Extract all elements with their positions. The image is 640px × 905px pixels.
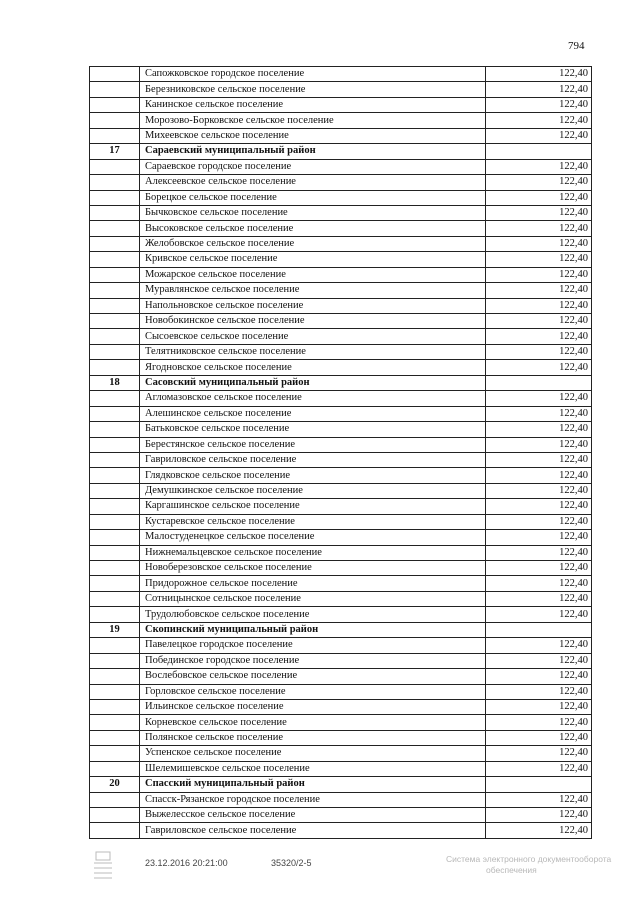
- table-row: [90, 437, 592, 452]
- row-value: 122,40: [486, 715, 592, 730]
- table-row: [90, 607, 592, 622]
- row-number: [90, 669, 140, 684]
- settlement-name: Сапожковское городское поселение: [140, 67, 486, 82]
- settlement-name: Успенское сельское поселение: [140, 746, 486, 761]
- row-number: [90, 298, 140, 313]
- table-row: [90, 67, 592, 82]
- row-number: [90, 545, 140, 560]
- settlement-name: Ильинское сельское поселение: [140, 699, 486, 714]
- settlement-name: Шелемишевское сельское поселение: [140, 761, 486, 776]
- table-row: [90, 530, 592, 545]
- row-number: [90, 360, 140, 375]
- settlement-name: Каргашинское сельское поселение: [140, 499, 486, 514]
- district-row: [90, 777, 592, 792]
- row-number: [90, 468, 140, 483]
- row-number: 17: [90, 144, 140, 159]
- table-row: [90, 128, 592, 143]
- row-value: [486, 375, 592, 390]
- row-value: 122,40: [486, 236, 592, 251]
- settlement-name: Алексеевское сельское поселение: [140, 175, 486, 190]
- settlement-name: Горловское сельское поселение: [140, 684, 486, 699]
- settlement-name: Агломазовское сельское поселение: [140, 391, 486, 406]
- page-number: 794: [568, 40, 585, 52]
- row-value: 122,40: [486, 360, 592, 375]
- row-number: 19: [90, 622, 140, 637]
- row-value: 122,40: [486, 159, 592, 174]
- settlement-name: Сотницынское сельское поселение: [140, 591, 486, 606]
- settlement-name: Кривское сельское поселение: [140, 252, 486, 267]
- row-number: [90, 607, 140, 622]
- row-value: 122,40: [486, 530, 592, 545]
- table-row: [90, 808, 592, 823]
- row-number: [90, 283, 140, 298]
- row-number: [90, 190, 140, 205]
- row-value: 122,40: [486, 283, 592, 298]
- table-row: [90, 468, 592, 483]
- settlement-name: Морозово-Борковское сельское поселение: [140, 113, 486, 128]
- row-value: 122,40: [486, 638, 592, 653]
- table-row: [90, 314, 592, 329]
- settlement-name: Напольновское сельское поселение: [140, 298, 486, 313]
- settlement-name: Спасский муниципальный район: [140, 777, 486, 792]
- row-value: 122,40: [486, 314, 592, 329]
- row-value: 122,40: [486, 792, 592, 807]
- row-number: [90, 422, 140, 437]
- row-number: 18: [90, 375, 140, 390]
- settlement-name: Нижнемальцевское сельское поселение: [140, 545, 486, 560]
- row-number: [90, 128, 140, 143]
- settlement-name: Глядковское сельское поселение: [140, 468, 486, 483]
- settlement-name: Выжелесское сельское поселение: [140, 808, 486, 823]
- settlement-name: Михеевское сельское поселение: [140, 128, 486, 143]
- row-value: 122,40: [486, 267, 592, 282]
- table-row: [90, 205, 592, 220]
- row-value: 122,40: [486, 684, 592, 699]
- row-number: [90, 638, 140, 653]
- row-number: [90, 746, 140, 761]
- table-row: [90, 715, 592, 730]
- table-row: [90, 499, 592, 514]
- settlement-name: Бычковское сельское поселение: [140, 205, 486, 220]
- settlement-name: Демушкинское сельское поселение: [140, 483, 486, 498]
- settlement-name: Сараевское городское поселение: [140, 159, 486, 174]
- row-number: [90, 499, 140, 514]
- district-row: [90, 622, 592, 637]
- row-value: 122,40: [486, 221, 592, 236]
- table-row: [90, 82, 592, 97]
- settlement-name: Новобокинское сельское поселение: [140, 314, 486, 329]
- settlement-name: Павелецкое городское поселение: [140, 638, 486, 653]
- district-row: [90, 375, 592, 390]
- table-row: [90, 283, 592, 298]
- settlement-name: Алешинское сельское поселение: [140, 406, 486, 421]
- row-number: [90, 205, 140, 220]
- row-value: [486, 144, 592, 159]
- row-number: [90, 175, 140, 190]
- row-value: 122,40: [486, 344, 592, 359]
- table-row: [90, 175, 592, 190]
- settlement-name: Кустаревское сельское поселение: [140, 514, 486, 529]
- row-value: 122,40: [486, 252, 592, 267]
- row-number: [90, 97, 140, 112]
- footer-timestamp: 23.12.2016 20:21:00: [145, 858, 228, 868]
- row-value: 122,40: [486, 175, 592, 190]
- table-row: [90, 699, 592, 714]
- settlement-name: Телятниковское сельское поселение: [140, 344, 486, 359]
- table-row: [90, 483, 592, 498]
- settlement-name: Берестянское сельское поселение: [140, 437, 486, 452]
- table-row: [90, 422, 592, 437]
- row-value: 122,40: [486, 190, 592, 205]
- watermark-line1: Система электронного документооборота: [446, 854, 612, 864]
- row-value: 122,40: [486, 329, 592, 344]
- row-value: 122,40: [486, 576, 592, 591]
- settlements-table: [89, 66, 592, 839]
- row-value: 122,40: [486, 761, 592, 776]
- table-row: [90, 684, 592, 699]
- settlement-name: Гавриловское сельское поселение: [140, 823, 486, 838]
- row-number: [90, 730, 140, 745]
- table-row: [90, 221, 592, 236]
- row-number: [90, 406, 140, 421]
- row-number: [90, 437, 140, 452]
- table-row: [90, 360, 592, 375]
- table-row: [90, 638, 592, 653]
- table-row: [90, 514, 592, 529]
- row-number: [90, 82, 140, 97]
- table-row: [90, 267, 592, 282]
- row-value: 122,40: [486, 591, 592, 606]
- row-number: [90, 530, 140, 545]
- table-row: [90, 97, 592, 112]
- row-value: 122,40: [486, 746, 592, 761]
- table-row: [90, 159, 592, 174]
- table-row: [90, 329, 592, 344]
- row-value: 122,40: [486, 298, 592, 313]
- settlement-name: Березниковское сельское поселение: [140, 82, 486, 97]
- settlement-name: Борецкое сельское поселение: [140, 190, 486, 205]
- row-value: 122,40: [486, 823, 592, 838]
- row-value: 122,40: [486, 97, 592, 112]
- settlement-name: Вослебовское сельское поселение: [140, 669, 486, 684]
- table-row: [90, 298, 592, 313]
- row-number: [90, 314, 140, 329]
- row-number: [90, 514, 140, 529]
- footer-doc-code: 35320/2-5: [271, 858, 312, 868]
- table-row: [90, 113, 592, 128]
- settlement-name: Ягодновское сельское поселение: [140, 360, 486, 375]
- row-value: 122,40: [486, 113, 592, 128]
- table-row: [90, 236, 592, 251]
- row-number: [90, 391, 140, 406]
- table-row: [90, 761, 592, 776]
- settlement-name: Сасовский муниципальный район: [140, 375, 486, 390]
- settlement-name: Высоковское сельское поселение: [140, 221, 486, 236]
- settlement-name: Сысоевское сельское поселение: [140, 329, 486, 344]
- row-value: 122,40: [486, 468, 592, 483]
- row-number: [90, 113, 140, 128]
- table-row: [90, 591, 592, 606]
- table-row: [90, 746, 592, 761]
- row-number: [90, 699, 140, 714]
- row-number: [90, 576, 140, 591]
- row-value: 122,40: [486, 82, 592, 97]
- settlement-name: Спасск-Рязанское городское поселение: [140, 792, 486, 807]
- settlement-name: Новоберезовское сельское поселение: [140, 561, 486, 576]
- row-value: 122,40: [486, 699, 592, 714]
- row-number: [90, 591, 140, 606]
- row-number: [90, 561, 140, 576]
- table-row: [90, 669, 592, 684]
- table-row: [90, 406, 592, 421]
- settlement-name: Муравлянское сельское поселение: [140, 283, 486, 298]
- table-row: [90, 545, 592, 560]
- row-value: 122,40: [486, 545, 592, 560]
- settlement-name: Побединское городское поселение: [140, 653, 486, 668]
- row-number: [90, 823, 140, 838]
- row-number: [90, 761, 140, 776]
- settlement-name: Можарское сельское поселение: [140, 267, 486, 282]
- settlements-table-body: [90, 67, 592, 839]
- settlement-name: Гавриловское сельское поселение: [140, 452, 486, 467]
- settlement-name: Сараевский муниципальный район: [140, 144, 486, 159]
- row-value: 122,40: [486, 607, 592, 622]
- row-value: 122,40: [486, 483, 592, 498]
- watermark-line2: обеспечения: [486, 865, 537, 875]
- settlement-name: Батьковское сельское поселение: [140, 422, 486, 437]
- settlement-name: Скопинский муниципальный район: [140, 622, 486, 637]
- settlement-name: Трудолюбовское сельское поселение: [140, 607, 486, 622]
- row-value: 122,40: [486, 808, 592, 823]
- table-row: [90, 823, 592, 838]
- row-value: 122,40: [486, 653, 592, 668]
- row-number: [90, 329, 140, 344]
- row-value: 122,40: [486, 561, 592, 576]
- row-value: 122,40: [486, 422, 592, 437]
- row-value: 122,40: [486, 514, 592, 529]
- row-number: [90, 267, 140, 282]
- row-value: 122,40: [486, 406, 592, 421]
- table-row: [90, 344, 592, 359]
- row-number: [90, 808, 140, 823]
- row-value: 122,40: [486, 669, 592, 684]
- table-row: [90, 561, 592, 576]
- settlement-name: Придорожное сельское поселение: [140, 576, 486, 591]
- table-row: [90, 252, 592, 267]
- row-value: 122,40: [486, 391, 592, 406]
- row-value: 122,40: [486, 730, 592, 745]
- table-row: [90, 190, 592, 205]
- row-value: 122,40: [486, 499, 592, 514]
- table-row: [90, 730, 592, 745]
- row-number: [90, 684, 140, 699]
- row-number: [90, 159, 140, 174]
- table-row: [90, 792, 592, 807]
- watermark: [446, 854, 612, 876]
- row-number: [90, 221, 140, 236]
- row-number: [90, 236, 140, 251]
- table-row: [90, 653, 592, 668]
- settlement-name: Канинское сельское поселение: [140, 97, 486, 112]
- settlement-name: Полянское сельское поселение: [140, 730, 486, 745]
- row-number: [90, 792, 140, 807]
- row-value: 122,40: [486, 128, 592, 143]
- row-number: 20: [90, 777, 140, 792]
- row-number: [90, 67, 140, 82]
- table-row: [90, 576, 592, 591]
- row-number: [90, 452, 140, 467]
- settlement-name: Желобовское сельское поселение: [140, 236, 486, 251]
- row-value: 122,40: [486, 67, 592, 82]
- row-value: 122,40: [486, 437, 592, 452]
- row-value: 122,40: [486, 452, 592, 467]
- row-value: [486, 622, 592, 637]
- row-value: [486, 777, 592, 792]
- row-number: [90, 653, 140, 668]
- row-number: [90, 252, 140, 267]
- settlement-name: Малостуденецкое сельское поселение: [140, 530, 486, 545]
- district-row: [90, 144, 592, 159]
- row-number: [90, 344, 140, 359]
- row-value: 122,40: [486, 205, 592, 220]
- row-number: [90, 715, 140, 730]
- settlement-name: Корневское сельское поселение: [140, 715, 486, 730]
- table-row: [90, 452, 592, 467]
- stamp-icon: [92, 848, 114, 882]
- table-row: [90, 391, 592, 406]
- row-number: [90, 483, 140, 498]
